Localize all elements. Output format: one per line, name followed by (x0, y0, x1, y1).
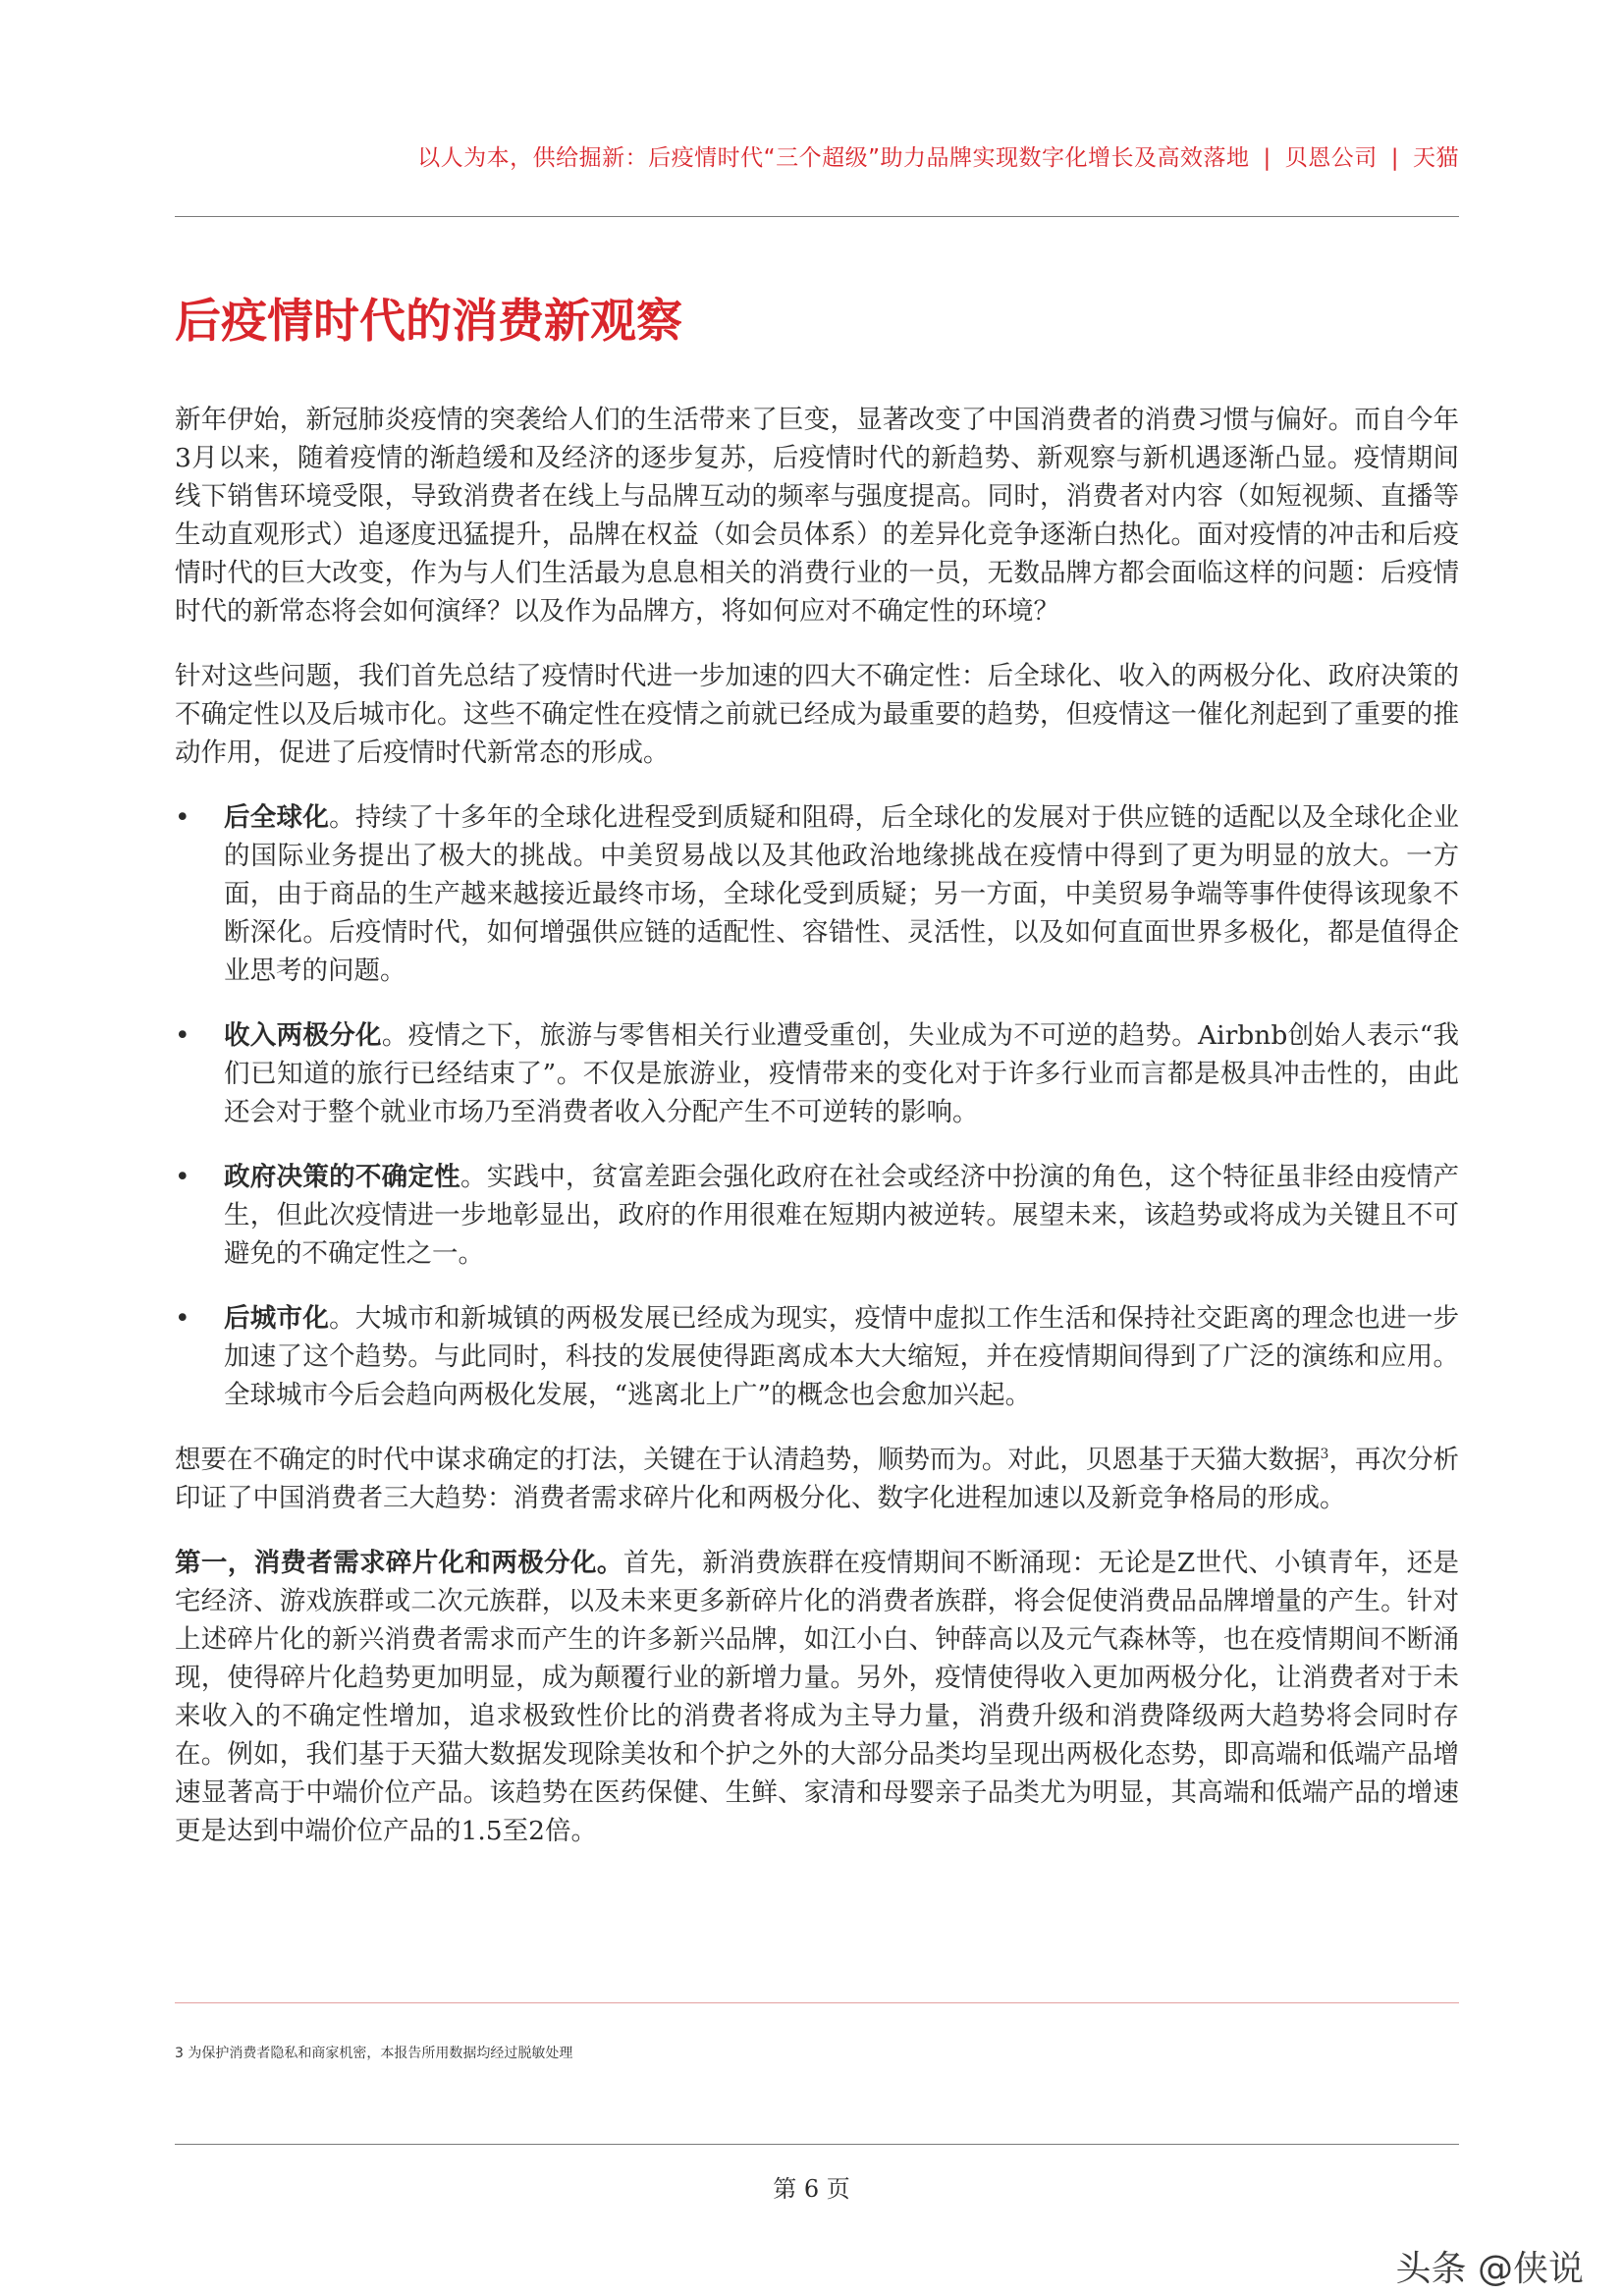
section-title: 后疫情时代的消费新观察 (175, 295, 682, 349)
paragraph (175, 1441, 1459, 1517)
paragraph-lead: 第一，消费者需求碎片化和两极分化。 (175, 1548, 623, 1578)
partner-name: 天猫 (1413, 145, 1459, 171)
list-item-text: 。大城市和新城镇的两极发展已经成为现实，疫情中虚拟工作生活和保持社交距离的理念也进一步加速了这个趋势。与此同时，科技的发展使得距离成本大大缩短，并在疫情期间得到了广泛的演练和应用。全球城市今后会趋向两极化发展，“逃离北上广”的概念也会愈加兴起。 (224, 1303, 1460, 1410)
paragraph-text: 首先，新消费族群在疫情期间不断涌现：无论是Z世代、小镇青年，还是宅经济、游戏族群或二次元族群，以及未来更多新碎片化的消费者族群，将会促使消费品品牌增量的产生。针对上述碎片化的新兴消费者需求而产生的许多新兴品牌，如江小白、钟薛高以及元气森林等，也在疫情期间不断涌现，使得碎片化趋势更加明显，成为颠覆行业的新增力量。另外，疫情使得收入更加两极分化，让消费者对于未来收入的不确定性增加，追求极致性价比的消费者将成为主导力量，消费升级和消费降级两大趋势将会同时存在。例如，我们基于天猫大数据发现除美妆和个护之外的大部分品类均呈现出两极化态势，即高端和低端产品增速显著高于中端价位产品。该趋势在医药保健、生鲜、家清和母婴亲子品类尤为明显，其高端和低端产品的增速更是达到中端价位产品的1.5至2倍。 (175, 1548, 1459, 1846)
bullet-marker: • (175, 1020, 190, 1051)
paragraph: 新年伊始，新冠肺炎疫情的突袭给人们的生活带来了巨变，显著改变了中国消费者的消费习惯与偏好。而自今年3月以来，随着疫情的渐趋缓和及经济的逐步复苏，后疫情时代的新趋势、新观察与新机遇逐渐凸显。疫情期间线下销售环境受限，导致消费者在线上与品牌互动的频率与强度提高。同时，消费者对内容（如短视频、直播等生动直观形式）追逐度迅猛提升，品牌在权益（如会员体系）的差异化竞争逐渐白热化。面对疫情的冲击和后疫情时代的巨大改变，作为与人们生活最为息息相关的消费行业的一员，无数品牌方都会面临这样的问题：后疫情时代的新常态将会如何演绎？以及作为品牌方，将如何应对不确定性的环境？ (175, 405, 1459, 627)
list-item (175, 1016, 1459, 1131)
list-item (175, 798, 1459, 990)
bullet-marker: • (175, 802, 190, 833)
list-item-text: 。疫情之下，旅游与零售相关行业遭受重创，失业成为不可逆的趋势。Airbnb创始人表示“我们已知道的旅行已经结束了”。不仅是旅游业，疫情带来的变化对于许多行业而言都是极具冲击性的，由此还会对于整个就业市场乃至消费者收入分配产生不可逆转的影响。 (224, 1020, 1460, 1127)
header-separator: | (1390, 145, 1399, 171)
footer-divider (175, 2144, 1459, 2145)
page-number: 第 6 页 (773, 2175, 850, 2203)
article-body (175, 401, 1459, 1877)
paragraph-text: 想要在不确定的时代中谋求确定的打法，关键在于认清趋势，顺势而为。对此，贝恩基于天猫大数据 (175, 1445, 1321, 1475)
list-item (175, 1158, 1459, 1273)
header-divider (175, 216, 1459, 217)
watermark: 头条 @侠说 (1395, 2249, 1584, 2289)
list-item-text: 。实践中，贫富差距会强化政府在社会或经济中扮演的角色，这个特征虽非经由疫情产生，但此次疫情进一步地彰显出，政府的作用很难在短期内被逆转。展望未来，该趋势或将成为关键且不可避免的不确定性之一。 (224, 1162, 1460, 1269)
bullet-marker: • (175, 1303, 190, 1334)
footnote-reference[interactable]: 3 (1320, 1447, 1329, 1463)
uncertainty-list (175, 798, 1459, 1414)
company-name: 贝恩公司 (1284, 145, 1378, 171)
list-item-lead: 政府决策的不确定性 (224, 1162, 460, 1192)
report-title: 以人为本，供给掘新：后疫情时代“三个超级”助力品牌实现数字化增长及高效落地 (417, 145, 1250, 171)
footnote-divider (175, 2002, 1459, 2003)
paragraph: 针对这些问题，我们首先总结了疫情时代进一步加速的四大不确定性：后全球化、收入的两极分化、政府决策的不确定性以及后城市化。这些不确定性在疫情之前就已经成为最重要的趋势，但疫情这一催化剂起到了重要的推动作用，促进了后疫情时代新常态的形成。 (175, 661, 1459, 768)
list-item (175, 1299, 1459, 1414)
list-item-text: 。持续了十多年的全球化进程受到质疑和阻碍，后全球化的发展对于供应链的适配以及全球化企业的国际业务提出了极大的挑战。中美贸易战以及其他政治地缘挑战在疫情中得到了更为明显的放大。一方面，由于商品的生产越来越接近最终市场，全球化受到质疑；另一方面，中美贸易争端等事件使得该现象不断深化。后疫情时代，如何增强供应链的适配性、容错性、灵活性，以及如何直面世界多极化，都是值得企业思考的问题。 (224, 802, 1460, 986)
paragraph-text: ，再次分析印证了中国消费者三大趋势：消费者需求碎片化和两极分化、数字化进程加速以及新竞争格局的形成。 (175, 1445, 1460, 1513)
running-header (175, 139, 1459, 172)
paragraph (175, 1544, 1459, 1850)
bullet-marker: • (175, 1162, 190, 1192)
footnote: 3 为保护消费者隐私和商家机密，本报告所用数据均经过脱敏处理 (175, 2046, 573, 2061)
list-item-lead: 后全球化 (224, 802, 330, 833)
list-item-lead: 收入两极分化 (224, 1020, 382, 1051)
header-separator: | (1263, 145, 1271, 171)
list-item-lead: 后城市化 (224, 1303, 330, 1334)
